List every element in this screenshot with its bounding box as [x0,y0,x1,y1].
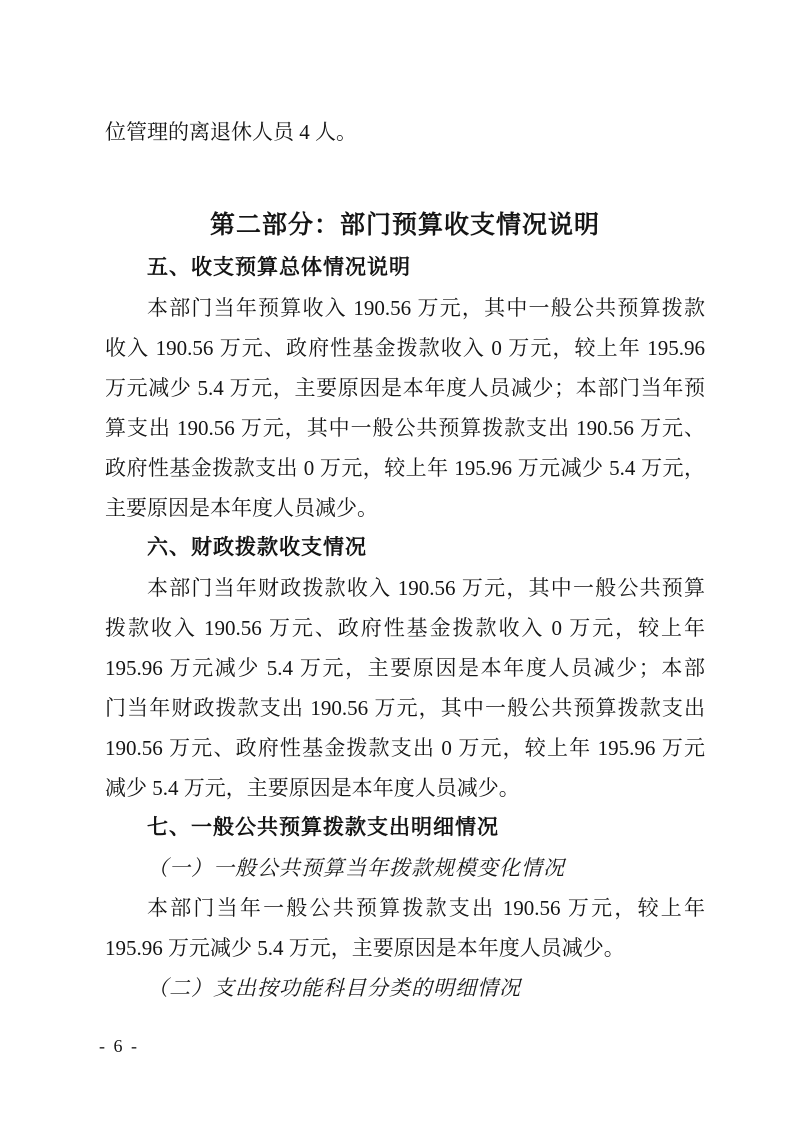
text-line: 算支出 190.56 万元，其中一般公共预算拨款支出 190.56 万元、 [105,416,705,440]
section-heading-6: 六、财政拨款收支情况 [147,536,367,559]
continuation-paragraph-line: 位管理的离退休人员 4 人。 [105,120,357,144]
text-line: 195.96 万元减少 5.4 万元，主要原因是本年度人员减少；本部 [105,656,705,680]
text-line: 本部门当年一般公共预算拨款支出 190.56 万元，较上年 [147,896,705,920]
text-line: 门当年财政拨款支出 190.56 万元，其中一般公共预算拨款支出 [105,696,705,720]
section-5-paragraph [105,288,705,528]
text-line: 收入 190.56 万元、政府性基金拨款收入 0 万元，较上年 195.96 [105,336,705,360]
section-heading-7: 七、一般公共预算拨款支出明细情况 [147,816,499,839]
section-heading-5: 五、收支预算总体情况说明 [147,256,411,279]
text-line: 本部门当年财政拨款收入 190.56 万元，其中一般公共预算 [147,576,705,600]
page-number: - 6 - [99,1036,139,1056]
text-line: 195.96 万元减少 5.4 万元，主要原因是本年度人员减少。 [105,936,625,960]
part-title: 第二部分：部门预算收支情况说明 [209,212,600,239]
text-line: 拨款收入 190.56 万元、政府性基金拨款收入 0 万元，较上年 [105,616,705,640]
text-line: 本部门当年预算收入 190.56 万元，其中一般公共预算拨款 [147,296,705,320]
subsection-heading-7-1: （一）一般公共预算当年拨款规模变化情况 [147,856,565,880]
section-6-paragraph [105,568,705,808]
text-line: 政府性基金拨款支出 0 万元，较上年 195.96 万元减少 5.4 万元， [105,456,705,480]
text-line: 减少 5.4 万元，主要原因是本年度人员减少。 [105,776,520,800]
text-line: 万元减少 5.4 万元，主要原因是本年度人员减少；本部门当年预 [105,376,705,400]
subsection-heading-7-2: （二）支出按功能科目分类的明细情况 [147,976,521,1000]
text-line: 190.56 万元、政府性基金拨款支出 0 万元，较上年 195.96 万元 [105,736,705,760]
subsection-7-1-paragraph [105,888,705,968]
text-line: 主要原因是本年度人员减少。 [105,496,378,520]
page-content [105,112,705,1008]
